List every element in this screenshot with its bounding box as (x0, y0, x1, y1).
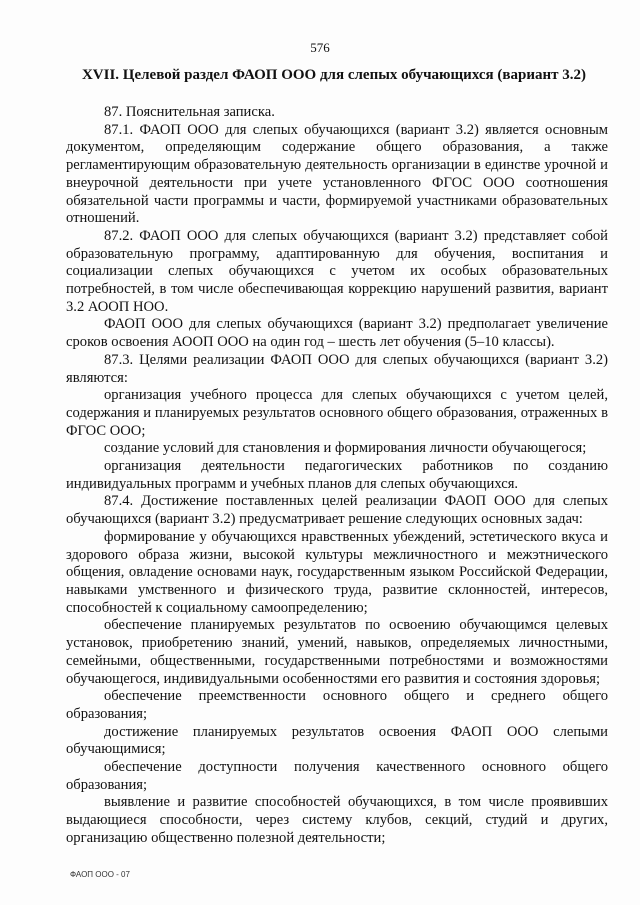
goal-item: организация учебного процесса для слепых обучающихся с учетом целей, содержания и планируемых результатов основного общего образования, отраженных в ФГОС ООО; (66, 387, 608, 439)
footer-label: ФАОП ООО - 07 (70, 870, 130, 879)
task-item: выявление и развитие способностей обучающихся, в том числе проявивших выдающиеся способности, через систему клубов, секций, студий и других, организацию общественно полезной деятельности; (66, 794, 608, 846)
task-item: обеспечение планируемых результатов по освоению обучающимся целевых установок, приобретению знаний, умений, навыков, определяемых личностными, семейными, общественными, государственными потребностями и возможностями обучающегося, индивидуальными особенностями его развития и состояния здоровья; (66, 617, 608, 687)
paragraph-87: 87. Пояснительная записка. (104, 104, 275, 120)
goal-item: организация деятельности педагогических работников по созданию индивидуальных программ и учебных планов для слепых обучающихся. (66, 458, 608, 492)
task-item: формирование у обучающихся нравственных убеждений, эстетического вкуса и здорового образа жизни, высокой культуры межличностного и межэтнического общения, овладение основами наук, государственным языком Российской Федерации, навыками умственного и физического труда, развитие склонностей, интересов, способностей к социальному самоопределению; (66, 528, 608, 616)
section-title: XVII. Целевой раздел ФАОП ООО для слепых обучающихся (вариант 3.2) (81, 67, 587, 83)
task-item: обеспечение преемственности основного общего и среднего общего образования; (66, 688, 608, 722)
body-text (66, 104, 608, 848)
paragraph-87-3: 87.3. Целями реализации ФАОП ООО для слепых обучающихся (вариант 3.2) являются: (66, 351, 608, 386)
paragraph-87-2: 87.2. ФАОП ООО для слепых обучающихся (вариант 3.2) представляет собой образовательную программу, адаптированную для обучения, воспитания и социализации слепых обучающихся с учетом их особых образовательных потребностей, в том числе обеспечивающая коррекцию нарушений развития, вариант 3.2 АООП НОО. (66, 227, 608, 315)
paragraph-87-1: 87.1. ФАОП ООО для слепых обучающихся (вариант 3.2) является основным документом, определяющим содержание общего образования, а также регламентирующим образовательную деятельность организации в единстве урочной и внеурочной деятельности при учете установленного ФГОС ООО соотношения обязательной части программы и части, формируемой участниками образовательных отношений. (66, 121, 608, 227)
goal-item: создание условий для становления и формирования личности обучающегося; (104, 440, 587, 457)
task-item: достижение планируемых результатов освоения ФАОП ООО слепыми обучающимися; (66, 723, 608, 758)
page-number: 576 (310, 40, 330, 55)
paragraph-87-4: 87.4. Достижение поставленных целей реализации ФАОП ООО для слепых обучающихся (вариант 3.2) предусматривает решение следующих основных задач: (66, 493, 608, 528)
paragraph-term: ФАОП ООО для слепых обучающихся (вариант 3.2) предполагает увеличение сроков освоения АООП ООО на один год – шесть лет обучения (5–10 классы). (66, 316, 608, 351)
task-item: обеспечение доступности получения качественного основного общего образования; (66, 759, 608, 793)
